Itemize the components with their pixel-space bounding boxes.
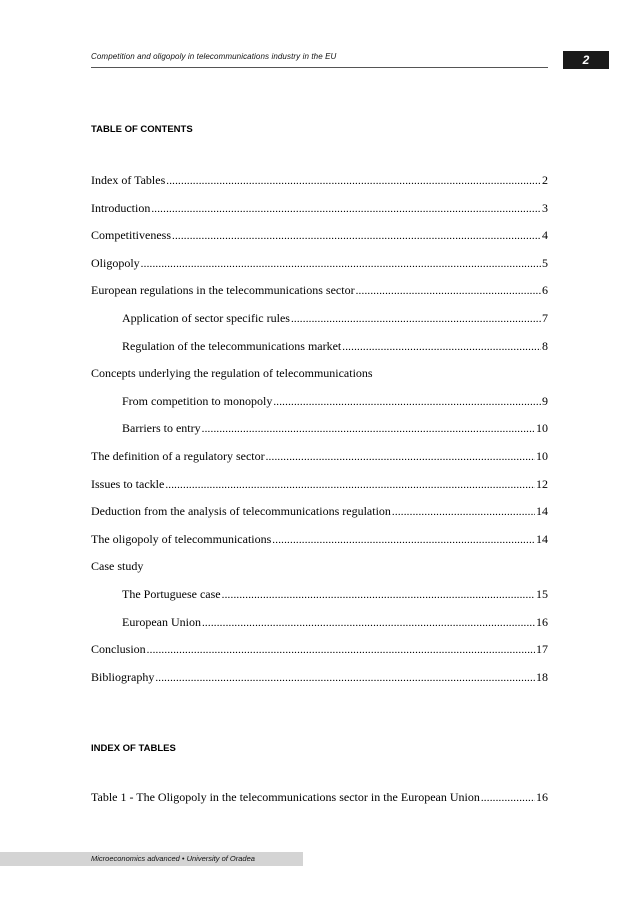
footer-text: Microeconomics advanced • University of Oradea xyxy=(91,854,255,863)
toc-entry-page: 10 xyxy=(536,449,548,463)
leader-dots xyxy=(356,281,541,301)
toc-entry[interactable] xyxy=(122,391,548,411)
toc-entry-page: 15 xyxy=(536,587,548,601)
toc-entry-page: 3 xyxy=(542,200,548,215)
toc-entry-label: Conclusion xyxy=(91,642,146,657)
leader-dots xyxy=(342,337,541,357)
toc-entry[interactable] xyxy=(91,198,548,218)
toc-entry[interactable] xyxy=(91,556,548,576)
toc-entry-page: 12 xyxy=(536,476,548,491)
toc-entry[interactable] xyxy=(122,336,548,356)
leader-dots xyxy=(392,502,535,522)
leader-dots xyxy=(166,171,541,191)
header-divider xyxy=(91,67,548,68)
toc-entry-page: 10 xyxy=(536,421,548,436)
index-of-tables-entry-label: Table 1 - The Oligopoly in the telecommunications sector in the European Union xyxy=(91,790,480,804)
toc-entry-label: Case study xyxy=(91,559,144,574)
toc-entry[interactable] xyxy=(91,170,548,190)
leader-dots xyxy=(155,668,535,688)
index-of-tables-heading: INDEX OF TABLES xyxy=(91,743,176,754)
index-of-tables-entry-page: 16 xyxy=(536,790,548,804)
toc-entry[interactable] xyxy=(91,280,548,300)
toc-entry[interactable] xyxy=(91,501,548,521)
toc-entry[interactable] xyxy=(91,363,548,383)
toc-entry[interactable] xyxy=(122,418,548,438)
toc-entry-label: Deduction from the analysis of telecommunications regulation xyxy=(91,504,391,519)
toc-entry[interactable] xyxy=(91,667,548,687)
toc-entry[interactable] xyxy=(91,639,548,659)
toc-entry-label: European regulations in the telecommunications sector xyxy=(91,283,355,298)
toc-entry-label: Introduction xyxy=(91,200,151,215)
toc-entry-page: 9 xyxy=(542,393,548,408)
toc-entry-label: Concepts underlying the regulation of telecommunications xyxy=(91,366,373,381)
toc-entry-page: 5 xyxy=(542,255,548,270)
toc-entry-page: 6 xyxy=(542,283,548,298)
leader-dots xyxy=(266,447,535,467)
toc-entry-label: Index of Tables xyxy=(91,173,166,187)
leader-dots xyxy=(273,392,541,412)
leader-dots xyxy=(481,788,535,808)
toc-entry-page: 14 xyxy=(536,531,548,546)
leader-dots xyxy=(172,226,541,246)
leader-dots xyxy=(165,475,535,495)
leader-dots xyxy=(202,419,535,439)
toc-entry-label: Application of sector specific rules xyxy=(122,311,290,325)
toc-entry-label: Barriers to entry xyxy=(122,421,201,436)
leader-dots xyxy=(147,640,535,660)
leader-dots xyxy=(151,199,541,219)
leader-dots xyxy=(291,309,541,329)
toc-entry[interactable] xyxy=(122,584,548,604)
leader-dots xyxy=(272,530,535,550)
toc-entry[interactable] xyxy=(122,308,548,328)
toc-entry-page: 2 xyxy=(542,173,548,187)
toc-entry-page: 17 xyxy=(536,642,548,657)
leader-dots xyxy=(202,613,535,633)
toc-entry-label: The oligopoly of telecommunications xyxy=(91,531,272,546)
toc-entry-label: Regulation of the telecommunications market xyxy=(122,338,342,353)
toc-entry-page: 18 xyxy=(536,669,548,684)
toc-entry-page: 7 xyxy=(542,311,548,325)
toc-entry-label: The definition of a regulatory sector xyxy=(91,449,265,463)
running-header-title: Competition and oligopoly in telecommunications industry in the EU xyxy=(91,52,337,61)
toc-heading: TABLE OF CONTENTS xyxy=(91,124,193,135)
toc-entry-label: Oligopoly xyxy=(91,255,140,270)
toc-entry-label: From competition to monopoly xyxy=(122,393,273,408)
toc-entry[interactable] xyxy=(91,253,548,273)
toc-entry-page: 8 xyxy=(542,338,548,353)
index-of-tables-entry[interactable] xyxy=(91,787,548,807)
toc-entry-label: The Portuguese case xyxy=(122,587,221,601)
leader-dots xyxy=(141,254,541,274)
toc-entry-label: Competitiveness xyxy=(91,228,171,243)
toc-entry-page: 16 xyxy=(536,614,548,629)
toc-entry-page: 4 xyxy=(542,228,548,243)
toc-entry-label: Issues to tackle xyxy=(91,476,165,491)
leader-dots xyxy=(222,585,535,605)
toc-entry-label: Bibliography xyxy=(91,669,155,684)
toc-entry[interactable] xyxy=(91,446,548,466)
toc-entry[interactable] xyxy=(91,225,548,245)
toc-entry-label: European Union xyxy=(122,614,201,629)
toc-entry[interactable] xyxy=(122,612,548,632)
page-number-badge: 2 xyxy=(563,51,609,69)
toc-entry[interactable] xyxy=(91,474,548,494)
toc-entry-page: 14 xyxy=(536,504,548,519)
toc-entry[interactable] xyxy=(91,529,548,549)
